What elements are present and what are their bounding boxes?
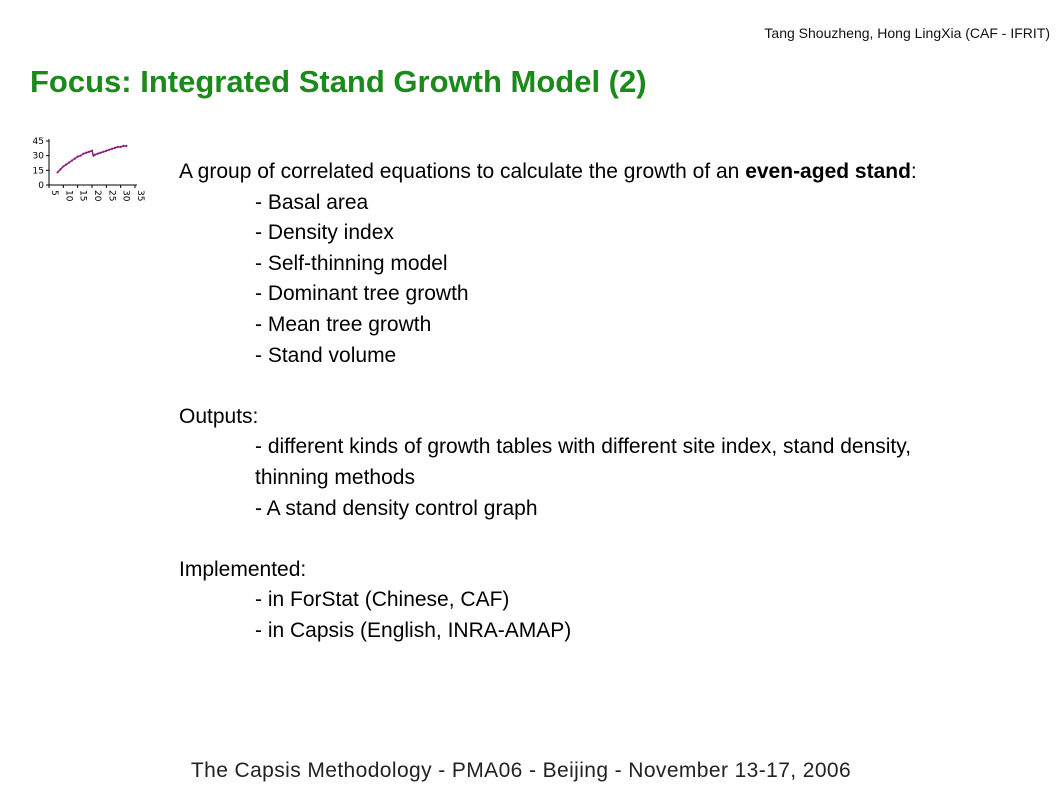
thumb-x-tick-label: 30 [120, 190, 131, 202]
thumb-growth-point [85, 152, 87, 154]
implemented-heading: Implemented: [179, 557, 307, 581]
thumb-growth-point [117, 146, 119, 148]
component-item: - Mean tree growth [255, 312, 432, 336]
output-item: - A stand density control graph [255, 496, 538, 520]
component-item: - Density index [255, 221, 394, 245]
thumb-growth-point [111, 148, 113, 150]
thumb-y-tick-label: 0 [38, 181, 44, 191]
thumb-x-tick-label: 25 [106, 190, 117, 202]
thumb-y-tick-label: 30 [32, 151, 44, 162]
slide-title: Focus: Integrated Stand Growth Model (2) [30, 64, 647, 99]
thumb-x-tick-label: 20 [92, 190, 102, 202]
thumb-growth-point [62, 165, 64, 167]
component-item: - Basal area [255, 190, 369, 214]
authors-credit: Tang Shouzheng, Hong LingXia (CAF - IFRIT) [764, 25, 1050, 41]
implemented-item: - in Capsis (English, INRA-AMAP) [255, 618, 572, 642]
thumb-growth-point [97, 153, 99, 155]
thumb-growth-point [100, 152, 102, 154]
thumb-y-tick-label: 15 [32, 166, 44, 177]
slide-footer [0, 759, 1058, 783]
thumb-growth-point [82, 153, 84, 155]
thumb-growth-point [74, 158, 76, 160]
thumb-growth-point [105, 150, 107, 152]
thumb-growth-point [125, 145, 127, 147]
thumb-growth-point [57, 171, 59, 173]
thumb-x-tick-label: 35 [135, 190, 145, 202]
thumb-x-tick-label: 5 [49, 190, 59, 196]
outputs-heading: Outputs: [179, 404, 259, 428]
component-item: - Dominant tree growth [255, 282, 469, 306]
growth-curve-thumbnail [30, 133, 145, 205]
thumb-growth-point [65, 163, 67, 165]
intro-emphasis: even-aged stand [745, 160, 911, 183]
intro-text: A group of correlated equations to calculate the growth of an [179, 160, 746, 183]
implemented-item: - in ForStat (Chinese, CAF) [255, 588, 510, 612]
thumb-growth-point [77, 156, 79, 158]
thumb-growth-point [120, 146, 122, 148]
thumb-growth-point [108, 149, 110, 151]
thumb-growth-point [91, 150, 93, 152]
thumb-growth-point [94, 154, 96, 156]
component-item: - Stand volume [255, 343, 397, 367]
thumb-growth-point [114, 147, 116, 149]
intro-paragraph [179, 157, 919, 188]
spacer [179, 371, 919, 402]
slide-body [179, 157, 919, 647]
thumb-x-tick-label: 10 [63, 190, 74, 202]
intro-colon: : [910, 160, 917, 183]
thumb-growth-point [71, 159, 73, 161]
thumb-growth-point [59, 168, 61, 170]
output-item: - different kinds of growth tables with different site index, stand density, thinning methods [255, 435, 912, 489]
thumb-x-tick-label: 15 [77, 190, 88, 202]
thumb-growth-point [122, 145, 124, 147]
thumb-growth-point [68, 161, 70, 163]
thumb-growth-point [88, 151, 90, 153]
component-item: - Self-thinning model [255, 251, 448, 275]
footer-text: The Capsis Methodology - PMA06 - Beijing - November 13-17, 2006 [190, 759, 852, 782]
spacer [179, 524, 919, 555]
thumb-growth-point [102, 151, 104, 153]
thumb-y-tick-label: 45 [32, 137, 44, 147]
thumb-growth-point [79, 155, 81, 157]
